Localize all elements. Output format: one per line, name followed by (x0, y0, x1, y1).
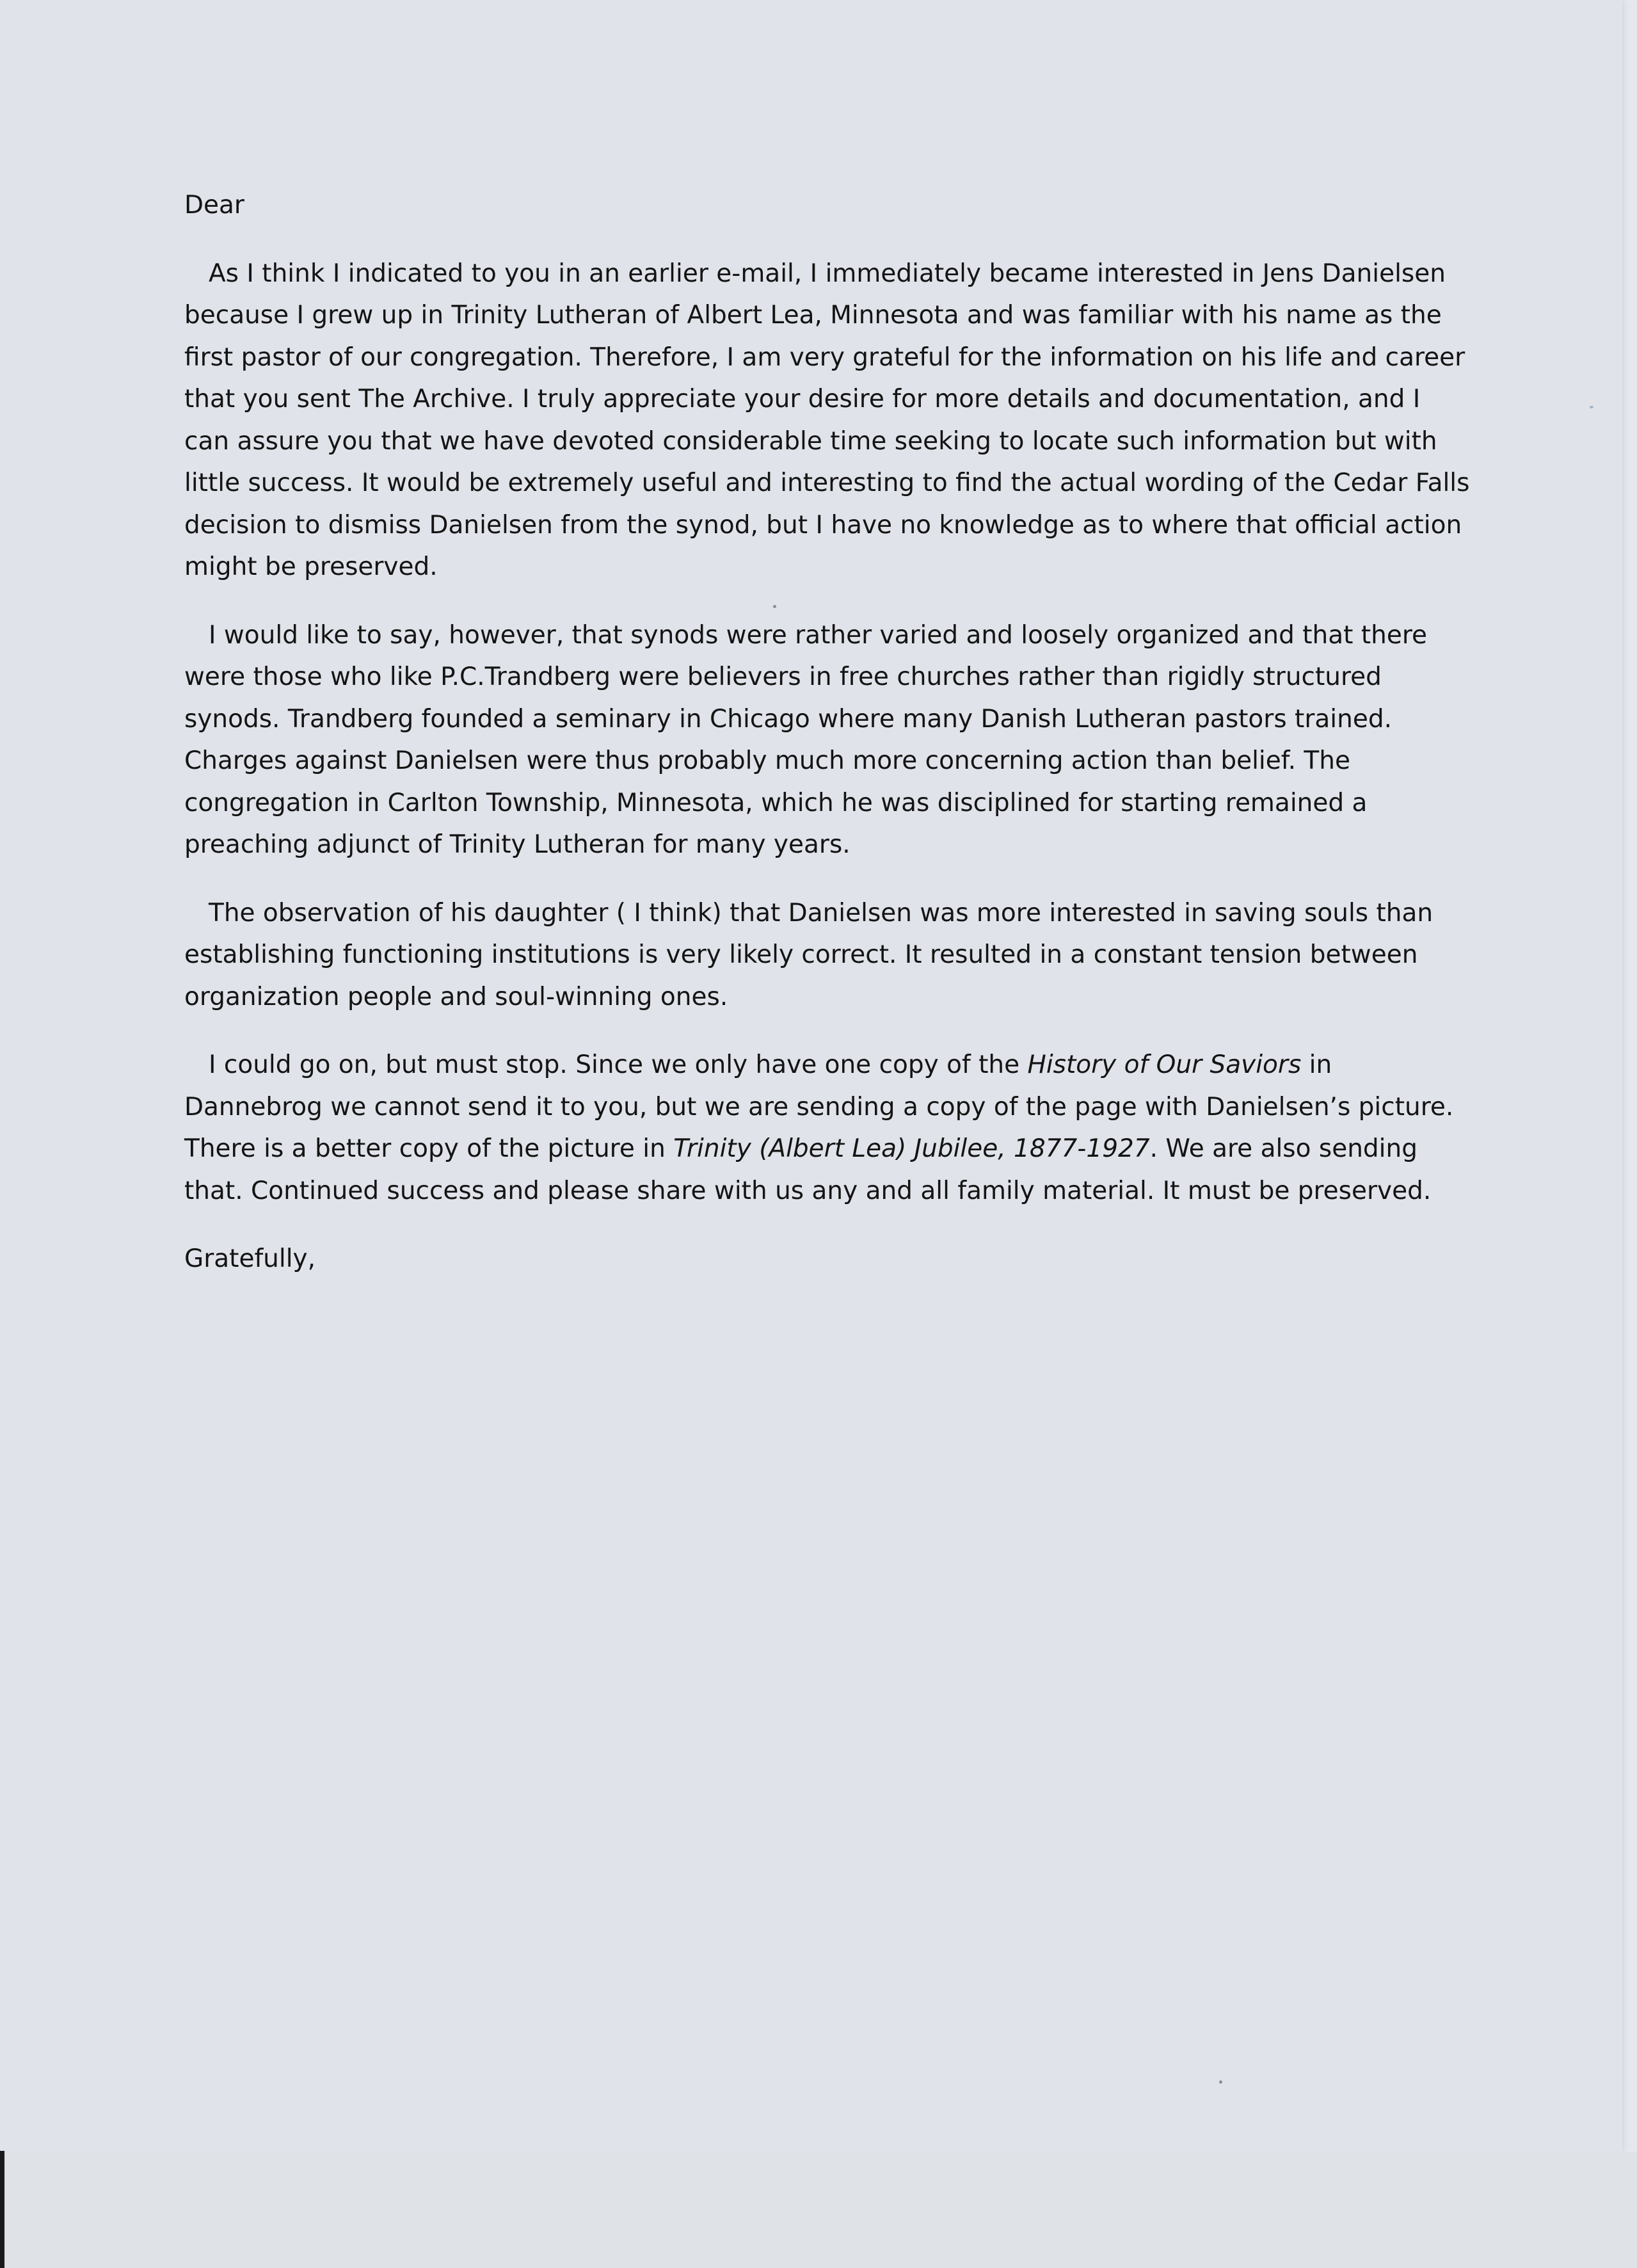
paragraph-4 (184, 1044, 1471, 1212)
scan-background (0, 2152, 1637, 2268)
paragraph-1: As I think I indicated to you in an earlier e-mail, I immediately became interested in Jens Danielsen because I grew up in Trinity Lutheran of Albert Lea, Minnesota and was familiar with his name as the first pastor of our congregation. Therefore, I am very grateful for the information on his life and career that you sent The Archive. I truly appreciate your desire for more details and documentation, and I can assure you that we have devoted considerable time seeking to locate such information but with little success. It would be extremely useful and interesting to find the actual wording of the Cedar Falls decision to dismiss Danielsen from the synod, but I have no knowledge as to where that official action might be preserved. (184, 259, 1470, 581)
paragraph-4-text-c: . We are also sending that. Continued success and please share with us any and all family material. It must be preserved. (184, 1134, 1432, 1205)
book-title-jubilee: Trinity (Albert Lea) Jubilee, 1877-1927 (673, 1134, 1150, 1163)
scan-speck (1219, 2080, 1222, 2084)
paragraph-4-text-b: in Dannebrog we cannot send it to you, but we are sending a copy of the page with Danielsen’s picture. There is a better copy of the picture in (184, 1050, 1454, 1163)
letter-body (184, 184, 1471, 1307)
paragraph-2: I would like to say, however, that synods were rather varied and loosely organized and that there were those who like P.C.Trandberg were believers in free churches rather than rigidly structured synods. Trandberg founded a seminary in Chicago where many Danish Lutheran pastors trained. Charges against Danielsen were thus probably much more concerning action than belief. The congregation in Carlton Township, Minnesota, which he was disciplined for starting remained a preaching adjunct of Trinity Lutheran for many years. (184, 620, 1428, 859)
scan-speck (773, 605, 776, 608)
closing: Gratefully, (184, 1244, 316, 1273)
paragraph-3: The observation of his daughter ( I think) that Danielsen was more interested in saving souls than establishing functioning institutions is very likely correct. It resulted in a constant tension between organization people and soul-winning ones. (184, 898, 1433, 1011)
salutation: Dear (184, 191, 244, 220)
paragraph-4-text-a: I could go on, but must stop. Since we only have one copy of the (209, 1050, 1028, 1079)
book-title-history: History of Our Saviors (1027, 1050, 1302, 1079)
scan-edge-mark (0, 2151, 4, 2268)
scan-speck (1590, 406, 1593, 408)
